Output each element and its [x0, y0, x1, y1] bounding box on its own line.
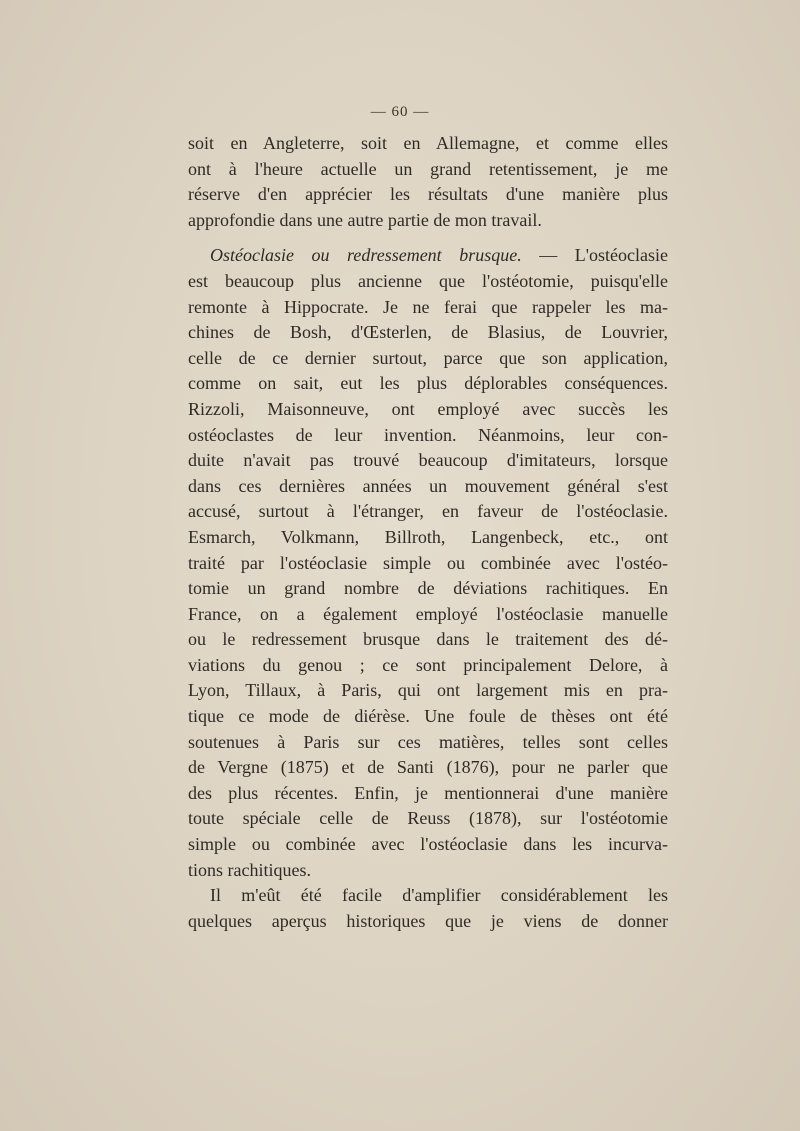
- text-line: comme on sait, eut les plus déplorables conséquences.: [188, 373, 668, 394]
- text-line: chines de Bosh, d'Œsterlen, de Blasius, de Louvrier,: [188, 322, 668, 343]
- text-line: France, on a également employé l'ostéoclasie manuelle: [188, 603, 668, 624]
- text-line: accusé, surtout à l'étranger, en faveur de l'ostéoclasie.: [188, 501, 668, 522]
- page-number: — 60 —: [370, 104, 430, 120]
- text-line: ont à l'heure actuelle un grand retentissement, je me: [188, 158, 668, 179]
- text-line: celle de ce dernier surtout, parce que son application,: [188, 347, 668, 368]
- text-line: traité par l'ostéoclasie simple ou combinée avec l'ostéo-: [188, 552, 668, 573]
- paragraph-1: [188, 131, 668, 233]
- text-line: est beaucoup plus ancienne que l'ostéotomie, puisqu'elle: [188, 270, 668, 291]
- text-line: Esmarch, Volkmann, Billroth, Langenbeck, etc., ont: [188, 526, 668, 547]
- text-line: soit en Angleterre, soit en Allemagne, et comme elles: [188, 133, 668, 153]
- text-line: tomie un grand nombre de déviations rachitiques. En: [188, 578, 668, 599]
- paragraph-2: [188, 243, 668, 883]
- heading-continuation: — L'ostéoclasie: [521, 245, 668, 266]
- text-line: duite n'avait pas trouvé beaucoup d'imitateurs, lorsque: [188, 450, 668, 471]
- paragraph-3: [188, 883, 668, 934]
- text-line: tions rachitiques.: [188, 859, 311, 880]
- text-line: dans ces dernières années un mouvement général s'est: [188, 475, 668, 496]
- text-line: des plus récentes. Enfin, je mentionnerai d'une manière: [188, 782, 668, 803]
- text-line: viations du genou ; ce sont principalement Delore, à: [188, 654, 668, 675]
- text-line: quelques aperçus historiques que je viens de donner: [188, 910, 668, 931]
- text-line: remonte à Hippocrate. Je ne ferai que rappeler les ma-: [188, 296, 668, 317]
- text-line: ostéoclastes de leur invention. Néanmoins, leur con-: [188, 424, 668, 445]
- text-line: approfondie dans une autre partie de mon travail.: [188, 209, 542, 230]
- text-line: de Vergne (1875) et de Santi (1876), pour ne parler que: [188, 757, 668, 778]
- text-line: ou le redressement brusque dans le traitement des dé-: [188, 629, 668, 650]
- body-text: [188, 131, 668, 934]
- text-line: tique ce mode de diérèse. Une foule de thèses ont été: [188, 706, 668, 727]
- section-heading: Ostéoclasie ou redressement brusque.: [210, 245, 522, 266]
- text-line: toute spéciale celle de Reuss (1878), sur l'ostéotomie: [188, 808, 668, 829]
- text-line: simple ou combinée avec l'ostéoclasie dans les incurva-: [188, 834, 668, 855]
- text-line: soutenues à Paris sur ces matières, telles sont celles: [188, 731, 668, 752]
- text-line: Il m'eût été facile d'amplifier considérablement les: [210, 885, 668, 906]
- text-line: [188, 243, 668, 269]
- text-line: réserve d'en apprécier les résultats d'une manière plus: [188, 184, 668, 205]
- text-line: Lyon, Tillaux, à Paris, qui ont largement mis en pra-: [188, 680, 668, 701]
- text-line: Rizzoli, Maisonneuve, ont employé avec succès les: [188, 398, 668, 419]
